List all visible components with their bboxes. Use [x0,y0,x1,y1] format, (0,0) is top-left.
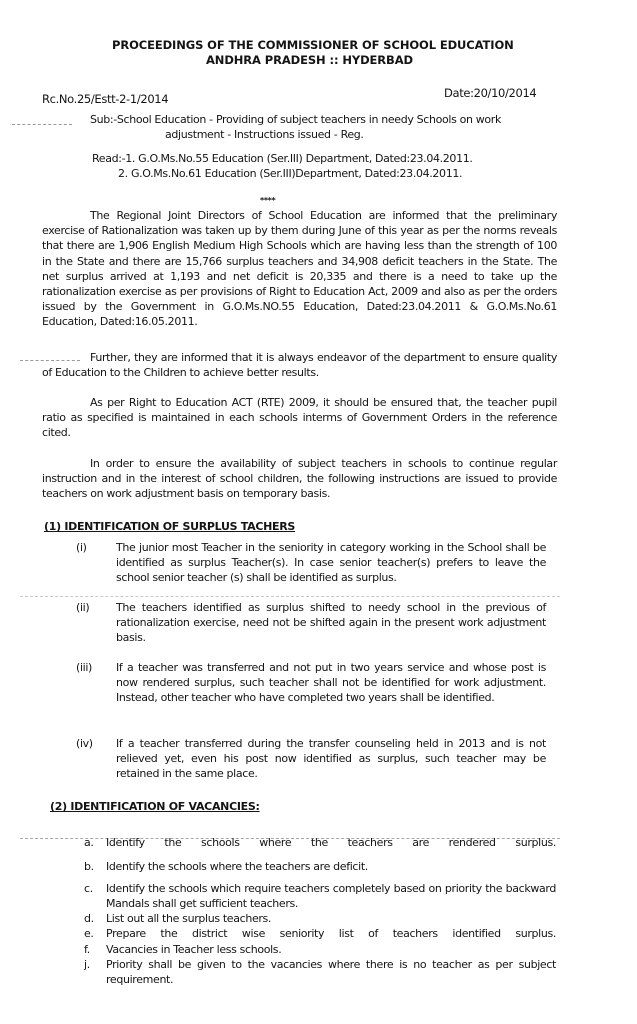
item-number: (iv) [76,737,93,750]
section2-item [84,860,564,876]
item-text: The teachers identified as surplus shifted to needy school in the previous of rationalization exercise, need not be shifted again in the present work adjustment basis. [116,601,546,645]
item-text: Identify the schools where the teachers are deficit. [106,860,368,873]
subject-line2: adjustment - Instructions issued - Reg. [165,128,364,141]
item-text: Priority shall be given to the vacancies where there is no teacher as per subject requirement. [106,958,556,986]
item-number: (i) [76,541,87,554]
item-text: Vacancies in Teacher less schools. [106,943,282,956]
read-reference-1: Read:-1. G.O.Ms.No.55 Education (Ser.III) Department, Dated:23.04.2011. [92,152,473,165]
scan-dash-line [12,124,72,125]
section2-item [84,882,564,912]
item-letter: d. [84,912,94,925]
paragraph-3-text: As per Right to Education ACT (RTE) 2009, it should be ensured that, the teacher pupil ratio as specified is maintained in each schools interms of Government Orders in the reference cited. [42,396,557,440]
section1-heading: (1) IDENTIFICATION OF SURPLUS TACHERS [44,520,296,533]
document-title-line2: ANDHRA PRADESH :: HYDERBAD [206,53,413,67]
item-number: (iii) [76,661,93,674]
section2-item [84,927,564,943]
item-text: If a teacher transferred during the transfer counseling held in 2013 and is not relieved yet, even his post now identified as surplus, such teacher may be retained in the same place. [116,737,546,781]
paragraph-1 [42,208,557,330]
separator-stars: **** [260,196,276,205]
reference-number: Rc.No.25/Estt-2-1/2014 [42,92,169,106]
item-letter: b. [84,860,94,873]
item-letter: f. [84,943,90,956]
item-letter: a. [84,836,94,849]
item-text: If a teacher was transferred and not put in two years service and whose post is now rendered surplus, such teacher shall not be identified for work adjustment. Instead, other teacher who have completed two years shall be identified. [116,661,546,705]
section2-item [84,836,564,852]
section1-item [76,660,556,722]
item-text: Identify the schools where the teachers are rendered surplus. [106,836,556,849]
document-title-line1: PROCEEDINGS OF THE COMMISSIONER OF SCHOOL EDUCATION [112,38,514,52]
subject-line1: Sub:-School Education - Providing of subject teachers in needy Schools on work [90,113,501,126]
paragraph-3 [42,395,557,441]
item-text: The junior most Teacher in the seniority in category working in the School shall be identified as surplus Teacher(s). In case senior teacher(s) prefers to leave the school senior teacher (s) shall be identified as surplus. [116,541,546,585]
section1-item [76,540,556,590]
paragraph-4 [42,456,557,502]
section1-item [76,736,556,786]
paragraph-1-text: The Regional Joint Directors of School Education are informed that the preliminary exercise of Rationalization was taken up by them during June of this year as per the norms reveals that there are 1,906 English Medium High Schools which are having less than the strength of 100 in the State and there are 15,766 surplus teachers and 34,908 deficit teachers in the State. The net surplus arrived at 1,193 and net deficit is 20,335 and there is a need to take up the rationalization exercise as per provisions of Right to Education Act, 2009 and also as per the orders issued by the Government in G.O.Ms.NO.55 Education, Dated:23.04.2011 & G.O.Ms.No.61 Education, Dated:16.05.2011. [42,209,557,329]
item-letter: j. [84,958,90,971]
document-date: Date:20/10/2014 [444,86,537,100]
paragraph-2 [42,350,557,380]
scan-dash-line [20,596,560,597]
item-letter: e. [84,927,94,940]
item-letter: c. [84,882,93,895]
section1-item [76,600,556,650]
section2-heading: (2) IDENTIFICATION OF VACANCIES: [50,800,260,813]
section2-item [84,943,564,959]
section2-item [84,912,564,928]
item-text: Identify the schools which require teachers completely based on priority the backward Mandals shall get sufficient teachers. [106,882,556,910]
read-reference-2: 2. G.O.Ms.No.61 Education (Ser.III)Department, Dated:23.04.2011. [118,167,463,180]
item-text: List out all the surplus teachers. [106,912,272,925]
section2-item [84,958,564,988]
paragraph-2-text: Further, they are informed that it is always endeavor of the department to ensure quality of Education to the Children to achieve better results. [42,351,557,380]
item-number: (ii) [76,601,90,614]
paragraph-4-text: In order to ensure the availability of subject teachers in schools to continue regular instruction and in the interest of school children, the following instructions are issued to provide teachers on work adjustment basis on temporary basis. [42,457,557,501]
item-text: Prepare the district wise seniority list of teachers identified surplus. [106,927,556,940]
